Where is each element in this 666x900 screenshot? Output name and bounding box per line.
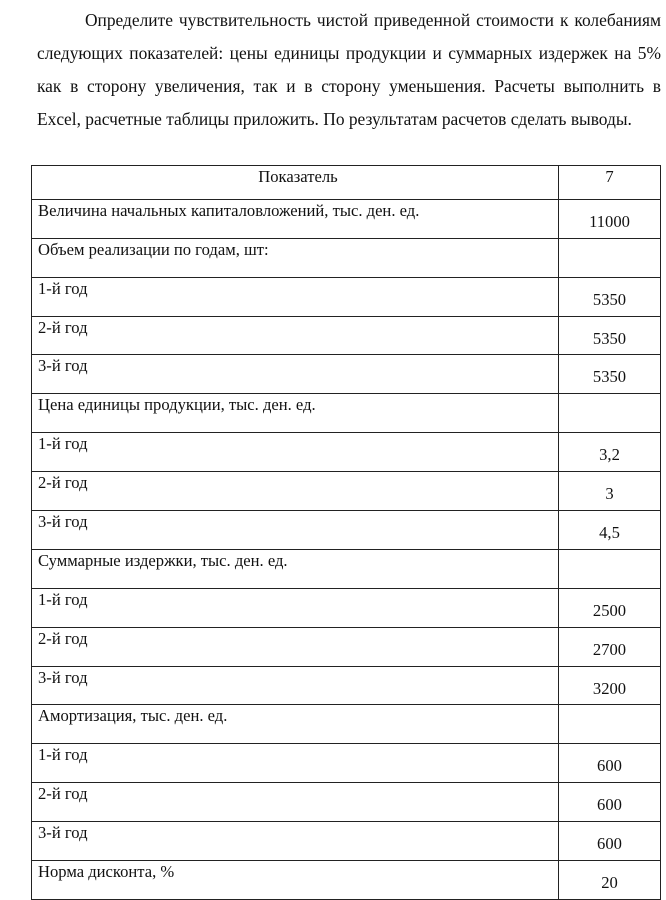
row-value: 600 [559, 822, 661, 861]
row-value [559, 549, 661, 588]
row-value: 600 [559, 744, 661, 783]
task-text: Определите чувствительность чистой приведенной стоимости к колебаниям следующих показателей: цены единицы продукции и суммарных издержек на 5% как в сторону увеличения, так и в сторону уменьшения. Расчеты выполнить в Excel, расчетные таблицы приложить. По результатам расчетов сделать выводы. [37, 10, 661, 129]
row-label: Норма дисконта, % [32, 861, 559, 900]
table-row [32, 822, 661, 861]
row-value: 2500 [559, 588, 661, 627]
row-value: 5350 [559, 316, 661, 355]
row-label: Амортизация, тыс. ден. ед. [32, 705, 559, 744]
header-indicator: Показатель [32, 166, 559, 200]
row-value: 11000 [559, 199, 661, 238]
table-row [32, 355, 661, 394]
row-label: 3-й год [32, 822, 559, 861]
table-row [32, 666, 661, 705]
table-row [32, 277, 661, 316]
row-value [559, 394, 661, 433]
row-value: 3200 [559, 666, 661, 705]
table-row [32, 627, 661, 666]
row-label: 2-й год [32, 316, 559, 355]
row-value: 600 [559, 783, 661, 822]
row-label: 1-й год [32, 277, 559, 316]
row-value: 2700 [559, 627, 661, 666]
row-value: 3,2 [559, 433, 661, 472]
table-row [32, 238, 661, 277]
header-variant: 7 [559, 166, 661, 200]
row-label: 2-й год [32, 783, 559, 822]
table-row [32, 433, 661, 472]
row-label: Объем реализации по годам, шт: [32, 238, 559, 277]
row-value [559, 238, 661, 277]
table-row [32, 472, 661, 511]
row-value: 4,5 [559, 511, 661, 550]
table-row [32, 394, 661, 433]
table-header-row [32, 166, 661, 200]
row-label: Цена единицы продукции, тыс. ден. ед. [32, 394, 559, 433]
row-label: 1-й год [32, 433, 559, 472]
table-row [32, 549, 661, 588]
row-label: Величина начальных капиталовложений, тыс. ден. ед. [32, 199, 559, 238]
indicators-table [31, 165, 661, 900]
row-label: 1-й год [32, 744, 559, 783]
row-label: 3-й год [32, 666, 559, 705]
table-row [32, 316, 661, 355]
table-row [32, 705, 661, 744]
row-label: 3-й год [32, 511, 559, 550]
row-label: 2-й год [32, 627, 559, 666]
row-label: Суммарные издержки, тыс. ден. ед. [32, 549, 559, 588]
table-row [32, 861, 661, 900]
row-value: 5350 [559, 355, 661, 394]
table-row [32, 783, 661, 822]
row-value: 3 [559, 472, 661, 511]
row-value: 5350 [559, 277, 661, 316]
table-row [32, 744, 661, 783]
row-value [559, 705, 661, 744]
row-value: 20 [559, 861, 661, 900]
row-label: 2-й год [32, 472, 559, 511]
table-row [32, 588, 661, 627]
row-label: 3-й год [32, 355, 559, 394]
table-row [32, 511, 661, 550]
row-label: 1-й год [32, 588, 559, 627]
table-row [32, 199, 661, 238]
